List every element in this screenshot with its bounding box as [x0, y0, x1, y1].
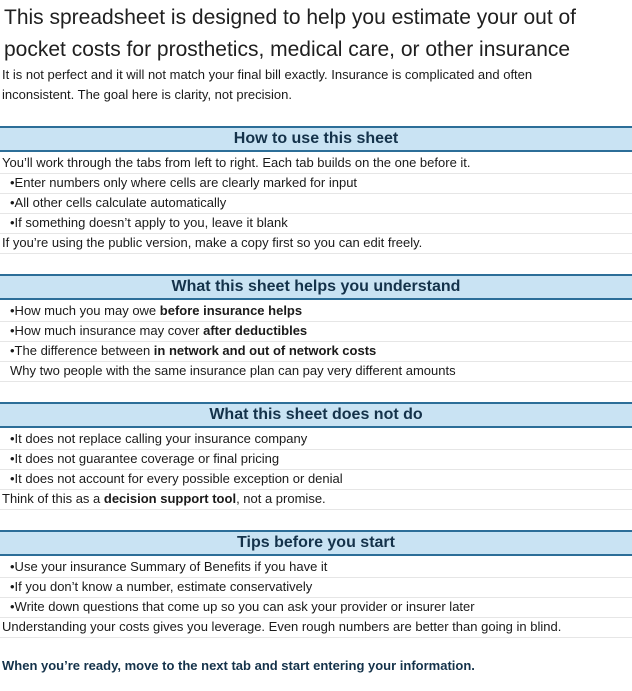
- bullet-text: •Write down questions that come up so you can ask your provider or insurer later: [10, 599, 475, 614]
- closing-instruction: [0, 656, 632, 676]
- list-item: [0, 341, 632, 362]
- bullet-text: •It does not replace calling your insurance company: [10, 431, 308, 446]
- bullet-bold: after deductibles: [203, 323, 308, 338]
- list-item: [0, 321, 632, 342]
- closing-text: When you’re ready, move to the next tab and start entering your information.: [2, 658, 475, 673]
- note-plain: Think of this as a: [2, 491, 104, 506]
- lead-text: You’ll work through the tabs from left to right. Each tab builds on the one before it.: [2, 155, 471, 170]
- list-item: [0, 213, 632, 234]
- note-bold: decision support tool: [103, 491, 237, 506]
- note-text: [0, 491, 326, 506]
- list-item: [0, 429, 632, 450]
- bullet-text: •If something doesn’t apply to you, leave it blank: [10, 215, 288, 230]
- list-item: [0, 233, 632, 254]
- title-line-2: pocket costs for prosthetics, medical care, or other insurance: [4, 38, 571, 61]
- bullet-text: Why two people with the same insurance plan can pay very different amounts: [10, 363, 456, 378]
- bullet-bold: in network and out of network costs: [153, 343, 377, 358]
- section-heading-what-helps: What this sheet helps you understand: [0, 274, 632, 300]
- bullet-text: [0, 323, 307, 338]
- bullet-plain: •The difference between: [10, 343, 154, 358]
- bullet-plain: •How much insurance may cover: [10, 323, 204, 338]
- bullet-text: •Use your insurance Summary of Benefits if you have it: [10, 559, 328, 574]
- bullet-text: •If you don’t know a number, estimate conservatively: [10, 579, 313, 594]
- bullet-bold: before insurance helps: [159, 303, 303, 318]
- list-item: [0, 301, 632, 322]
- list-item: [0, 469, 632, 490]
- section-heading-how-to-use: How to use this sheet: [0, 126, 632, 152]
- intro-line-2: inconsistent. The goal here is clarity, not precision.: [2, 87, 292, 102]
- list-item: [0, 597, 632, 618]
- note-plain-end: , not a promise.: [236, 491, 326, 506]
- note-text: If you’re using the public version, make a copy first so you can edit freely.: [2, 235, 423, 250]
- page-title: [4, 2, 628, 66]
- bullet-text: [0, 303, 302, 318]
- list-item: [0, 193, 632, 214]
- list-item: [0, 449, 632, 470]
- bullet-text: •It does not guarantee coverage or final pricing: [10, 451, 280, 466]
- list-item: [0, 173, 632, 194]
- list-item: [0, 617, 632, 638]
- intro-paragraph: [2, 65, 630, 105]
- section-heading-does-not: What this sheet does not do: [0, 402, 632, 428]
- intro-line-1: It is not perfect and it will not match your final bill exactly. Insurance is complicated and often: [2, 67, 533, 82]
- note-text: Understanding your costs gives you leverage. Even rough numbers are better than going in blind.: [2, 619, 562, 634]
- bullet-text: •All other cells calculate automatically: [10, 195, 227, 210]
- title-line-1: This spreadsheet is designed to help you estimate your out of: [4, 6, 577, 29]
- section-heading-tips: Tips before you start: [0, 530, 632, 556]
- bullet-plain: •How much you may owe: [10, 303, 160, 318]
- list-item: [0, 557, 632, 578]
- bullet-text: •It does not account for every possible exception or denial: [10, 471, 343, 486]
- list-item: [0, 577, 632, 598]
- list-item: [0, 361, 632, 382]
- list-item: [0, 489, 632, 510]
- list-item: [0, 153, 632, 174]
- bullet-text: [0, 343, 376, 358]
- bullet-text: •Enter numbers only where cells are clearly marked for input: [10, 175, 358, 190]
